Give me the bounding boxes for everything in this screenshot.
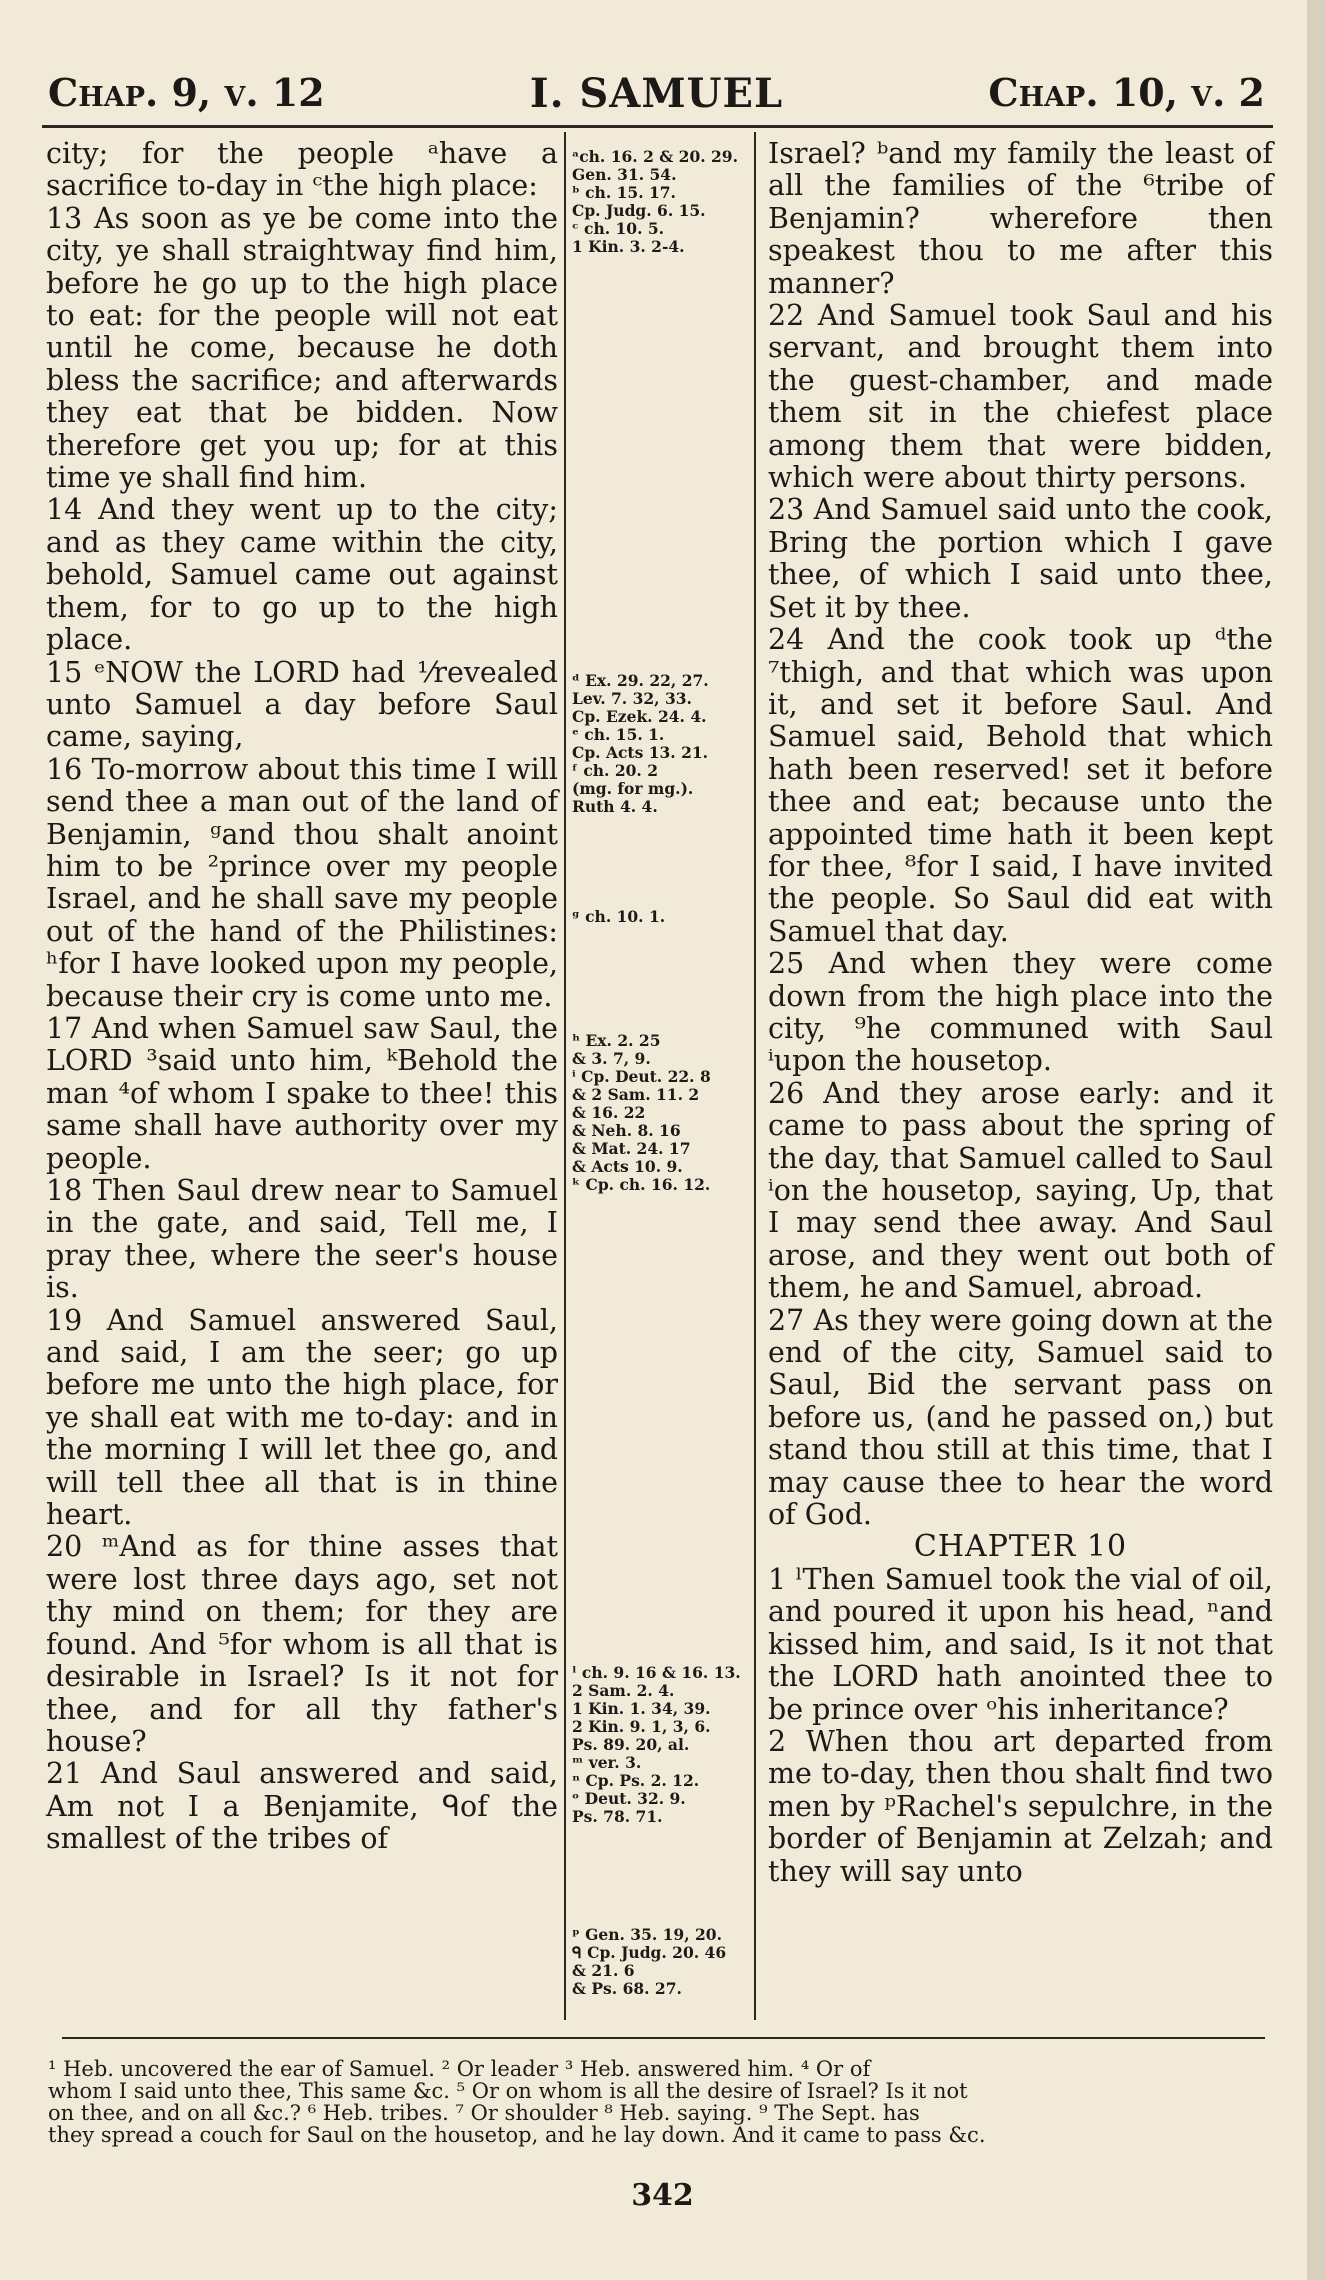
page-number: 342: [631, 2178, 694, 2213]
header-book-title: I. SAMUEL: [529, 70, 784, 117]
reference: Gen. 31. 54.: [572, 165, 677, 184]
reference: ᵐ ver. 3.: [572, 1753, 642, 1772]
page-edge: [1307, 0, 1325, 2280]
cross-references-group: [572, 1032, 750, 1194]
verse: 20 ᵐAnd as for thine asses that were lost three days ago, set not thy mind on them; for they are found. And ⁵for whom is all that is desirable in Israel? Is it not for thee, and for all thy father's house?: [46, 1530, 558, 1758]
reference: Ps. 78. 71.: [572, 1807, 663, 1826]
verse: 14 And they went up to the city; and as they came within the city, behold, Samuel came out against them, for to go up to the high place.: [46, 493, 558, 657]
reference: ᵍ ch. 10. 1.: [572, 907, 666, 926]
reference: & 21. 6: [572, 1961, 635, 1980]
verse: city; for the people ᵃhave a sacrifice to-day in ᶜthe high place:: [46, 137, 558, 203]
footnote-line: on thee, and on all &c.? ⁶ Heb. tribes. ⁷ Or shoulder ⁸ Heb. saying. ⁹ The Sept. has: [48, 2101, 920, 2125]
reference: ᵖ Gen. 35. 19, 20.: [572, 1925, 722, 1944]
verse: 18 Then Saul drew near to Samuel in the gate, and said, Tell me, I pray thee, where the seer's house is.: [46, 1174, 558, 1305]
verse: 1 ˡThen Samuel took the vial of oil, and poured it upon his head, ⁿand kissed him, and said, Is it not that the LORD hath anointed thee to be prince over ᵒhis inheritance?: [768, 1562, 1273, 1726]
reference: ᵇ ch. 15. 17.: [572, 183, 676, 202]
reference: 2 Kin. 9. 1, 3, 6.: [572, 1717, 711, 1736]
cross-references-group: [572, 1926, 750, 1998]
cross-references-group: [572, 672, 750, 816]
reference: Cp. Acts 13. 21.: [572, 743, 709, 762]
reference: Ruth 4. 4.: [572, 797, 658, 816]
verse: 23 And Samuel said unto the cook, Bring the portion which I gave thee, of which I said unto thee, Set it by thee.: [768, 493, 1273, 624]
reference: Ps. 89. 20, al.: [572, 1735, 690, 1754]
footnotes: [48, 2058, 1265, 2146]
reference: ᶠ ch. 20. 2: [572, 761, 658, 780]
reference: (mg. for mg.).: [572, 779, 694, 798]
verse: 13 As soon as ye be come into the city, ye shall straightway find him, before he go up to the high place to eat: for the people will not eat until he come, because he doth bless the sacrifice; and afterwards they eat that be bidden. Now therefore get you up; for at this time ye shall find him.: [46, 201, 558, 495]
reference: & Acts 10. 9.: [572, 1157, 683, 1176]
verse: 26 And they arose early: and it came to pass about the spring of the day, that Samuel called to Saul ⁱon the housetop, saying, Up, that I may send thee away. And Saul arose, and they went out both of them, he and Samuel, abroad.: [768, 1076, 1273, 1305]
reference: ᵒ Deut. 32. 9.: [572, 1789, 686, 1808]
reference: 1 Kin. 1. 34, 39.: [572, 1699, 711, 1718]
reference: & 16. 22: [572, 1103, 646, 1122]
cross-references-group: [572, 1664, 750, 1826]
reference: 2 Sam. 2. 4.: [572, 1681, 675, 1700]
header-right: Chap. 10, v. 2: [988, 70, 1265, 115]
reference: ᵏ Cp. ch. 16. 12.: [572, 1175, 711, 1194]
verse: 22 And Samuel took Saul and his servant, and brought them into the guest-chamber, and made them sit in the chiefest place among them that were bidden, which were about thirty persons.: [768, 299, 1273, 495]
verse: 27 As they were going down at the end of the city, Samuel said to Saul, Bid the servant pass on before us, (and he passed on,) but stand thou still at this time, that I may cause thee to hear the word of God.: [768, 1303, 1273, 1532]
header-left: Chap. 9, v. 12: [48, 70, 325, 115]
verse: 2 When thou art departed from me to-day, then thou shalt find two men by ᵖRachel's sepulchre, in the border of Benjamin at Zelzah; and they will say unto: [768, 1724, 1273, 1888]
reference: Cp. Ezek. 24. 4.: [572, 707, 707, 726]
reference: ᑫ Cp. Judg. 20. 46: [572, 1943, 727, 1962]
verse: 25 And when they were come down from the high place into the city, ⁹he communed with Saul ⁱupon the housetop.: [768, 947, 1273, 1078]
left-text-column: [46, 138, 558, 1856]
reference: & 2 Sam. 11. 2: [572, 1085, 700, 1104]
verse: 17 And when Samuel saw Saul, the LORD ³said unto him, ᵏBehold the man ⁴of whom I spake to thee! this same shall have authority over my people.: [46, 1011, 558, 1175]
column-divider-left: [564, 132, 566, 2020]
verse: 24 And the cook took up ᵈthe ⁷thigh, and that which was upon it, and set it before Saul. And Samuel said, Behold that which hath been reserved! set it before thee and eat; because unto the appointed time hath it been kept for thee, ⁸for I said, I have invited the people. So Saul did eat with Samuel that day.: [768, 623, 1273, 948]
verse: 15 ᵉNOW the LORD had ¹⁄revealed unto Samuel a day before Saul came, saying,: [46, 655, 558, 754]
cross-references-group: [572, 148, 750, 256]
footnote-line: they spread a couch for Saul on the housetop, and he lay down. And it came to pass &c.: [48, 2123, 986, 2147]
reference: ʰ Ex. 2. 25: [572, 1031, 661, 1050]
reference: & Mat. 24. 17: [572, 1139, 691, 1158]
header-rule: [42, 125, 1273, 128]
reference: ⁱ Cp. Deut. 22. 8: [572, 1067, 711, 1086]
reference: ᵃch. 16. 2 & 20. 29.: [572, 147, 738, 166]
verse: 21 And Saul answered and said, Am not I a Benjamite, ᑫof the smallest of the tribes of: [46, 1757, 558, 1856]
reference: ᵉ ch. 15. 1.: [572, 725, 665, 744]
right-text-column: [768, 138, 1273, 1888]
reference: & Ps. 68. 27.: [572, 1979, 682, 1998]
cross-references-group: [572, 908, 750, 926]
footnote-line: whom I said unto thee, This same &c. ⁵ Or on whom is all the desire of Israel? Is it not: [48, 2079, 968, 2103]
footnote-rule: [62, 2037, 1265, 2039]
chapter-heading: CHAPTER 10: [913, 1529, 1128, 1565]
reference: Lev. 7. 32, 33.: [572, 689, 692, 708]
reference: & Neh. 8. 16: [572, 1121, 681, 1140]
verse: 16 To-morrow about this time I will send thee a man out of the land of Benjamin, ᵍand thou shalt anoint him to be ²prince over my people Israel, and he shall save my people out of the hand of the Philistines: ʰfor I have looked upon my people, because their cry is come unto me.: [46, 752, 558, 1013]
reference: & 3. 7, 9.: [572, 1049, 651, 1068]
verse: 19 And Samuel answered Saul, and said, I am the seer; go up before me unto the high place, for ye shall eat with me to-day: and in the morning I will let thee go, and will tell thee all that is in thine heart.: [46, 1303, 558, 1532]
reference: ˡ ch. 9. 16 & 16. 13.: [572, 1663, 741, 1682]
reference: Cp. Judg. 6. 15.: [572, 201, 706, 220]
reference: ᵈ Ex. 29. 22, 27.: [572, 671, 709, 690]
column-divider-right: [754, 132, 756, 2020]
reference: 1 Kin. 3. 2-4.: [572, 237, 685, 256]
reference: ᶜ ch. 10. 5.: [572, 219, 665, 238]
running-header: [48, 70, 1265, 130]
verse: Israel? ᵇand my family the least of all the families of the ⁶tribe of Benjamin? wherefore then speakest thou to me after this manner?: [768, 137, 1273, 300]
reference: ⁿ Cp. Ps. 2. 12.: [572, 1771, 700, 1790]
footnote-line: ¹ Heb. uncovered the ear of Samuel. ² Or leader ³ Heb. answered him. ⁴ Or of: [48, 2057, 871, 2081]
